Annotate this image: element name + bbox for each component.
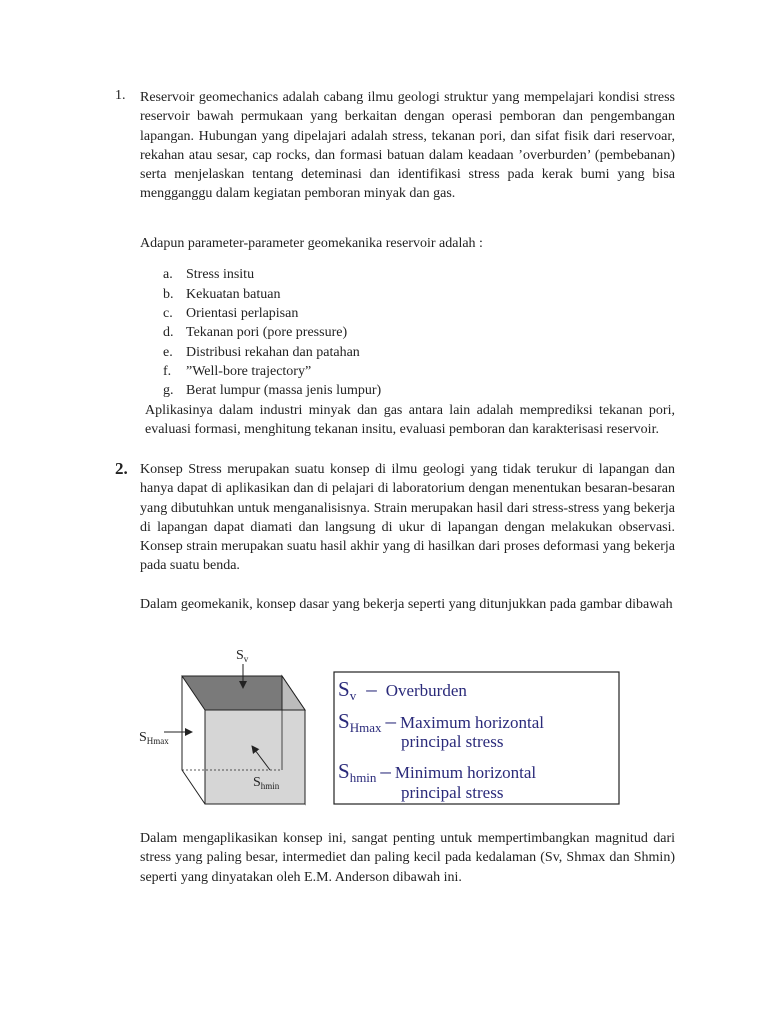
list-item-letter: c. [163,306,173,321]
list-item: Orientasi perlapisan [186,306,299,321]
legend-shmin: Shmin – Minimum horizontal [338,759,537,785]
diagram-intro: Dalam geomekanik, konsep dasar yang bekerja seperti yang ditunjukkan pada gambar dibawah [140,597,673,612]
sv-label: $S_v$ [236,648,249,664]
list-item: Distribusi rekahan dan patahan [186,345,360,360]
legend-shmax-line2: principal stress [401,732,504,751]
stress-diagram-figure [136,640,626,810]
legend-shmax: SHmax – Maximum horizontal [338,709,544,735]
list-item-letter: b. [163,287,174,302]
list-item-letter: a. [163,267,173,282]
paragraph-anderson: Dalam mengaplikasikan konsep ini, sangat penting untuk mempertimbangkan magnitud dari stress yang paling besar, intermediet dan paling kecil pada kedalaman (Sv, Shmax dan Shmin) seperti yang dinyatakan oleh E.M. Anderson dibawah ini. [140,831,675,885]
item-number-1: 1. [115,88,126,103]
list-item: Tekanan pori (pore pressure) [186,325,348,340]
item-number-2: 2. [115,459,128,478]
paragraph-applications: Aplikasinya dalam industri minyak dan gas antara lain adalah memprediksi tekanan pori, evaluasi formasi, menghitung tekanan insitu, evaluasi pemboran dan karakterisasi reservoir. [145,403,675,438]
list-item-letter: g. [163,383,174,398]
paragraph-stress-concept: Konsep Stress merupakan suatu konsep di ilmu geologi yang tidak terukur di lapangan dan hanya dapat di aplikasikan dan di pelajari di laboratorium dengan menentukan besaran-besaran yang dibutuhkan untuk menganalisisnya. Strain merupakan hasil dari stress-stress yang bekerja di lapangan dapat diamati dan langsung di ukur di lapangan dengan melakukan observasi. Konsep strain merupakan suatu hasil akhir yang di hasilkan dari proses deformasi yang bekerja pada suatu benda. [140,462,675,574]
list-item: Berat lumpur (massa jenis lumpur) [186,383,382,398]
list-item-letter: d. [163,325,174,340]
parameters-intro: Adapun parameter-parameter geomekanika reservoir adalah : [140,236,483,251]
list-item: Kekuatan batuan [186,287,281,302]
list-item: ”Well-bore trajectory” [186,364,312,379]
shmin-label: $S_{hmin}$ [253,775,280,791]
stress-cube [182,676,305,804]
list-item: Stress insitu [186,267,255,282]
legend-sv: Sv – Overburden [338,677,467,703]
list-item-letter: e. [163,345,173,360]
paragraph-geomechanics-definition: Reservoir geomechanics adalah cabang ilmu geologi struktur yang mempelajari kondisi stress reservoir bawah permukaan yang berkaitan dengan operasi pemboran dan pengembangan lapangan. Hubungan yang dipelajari adalah stress, tekanan pori, dan sifat fisik dari reservoar, rekahan atau sesar, cap rocks, dan formasi batuan dalam keadaan ’overburden’ (pembebanan) serta menjelaskan tentang deteminasi dan identifikasi stress pada kerak bumi yang bisa mengganggu dalam kegiatan pemboran minyak dan gas. [140,90,675,202]
legend-shmin-line2: principal stress [401,783,504,802]
stress-diagram-svg [136,640,626,810]
shmax-label: $S_{Hmax}$ [139,730,169,746]
list-item-letter: f. [163,364,172,379]
